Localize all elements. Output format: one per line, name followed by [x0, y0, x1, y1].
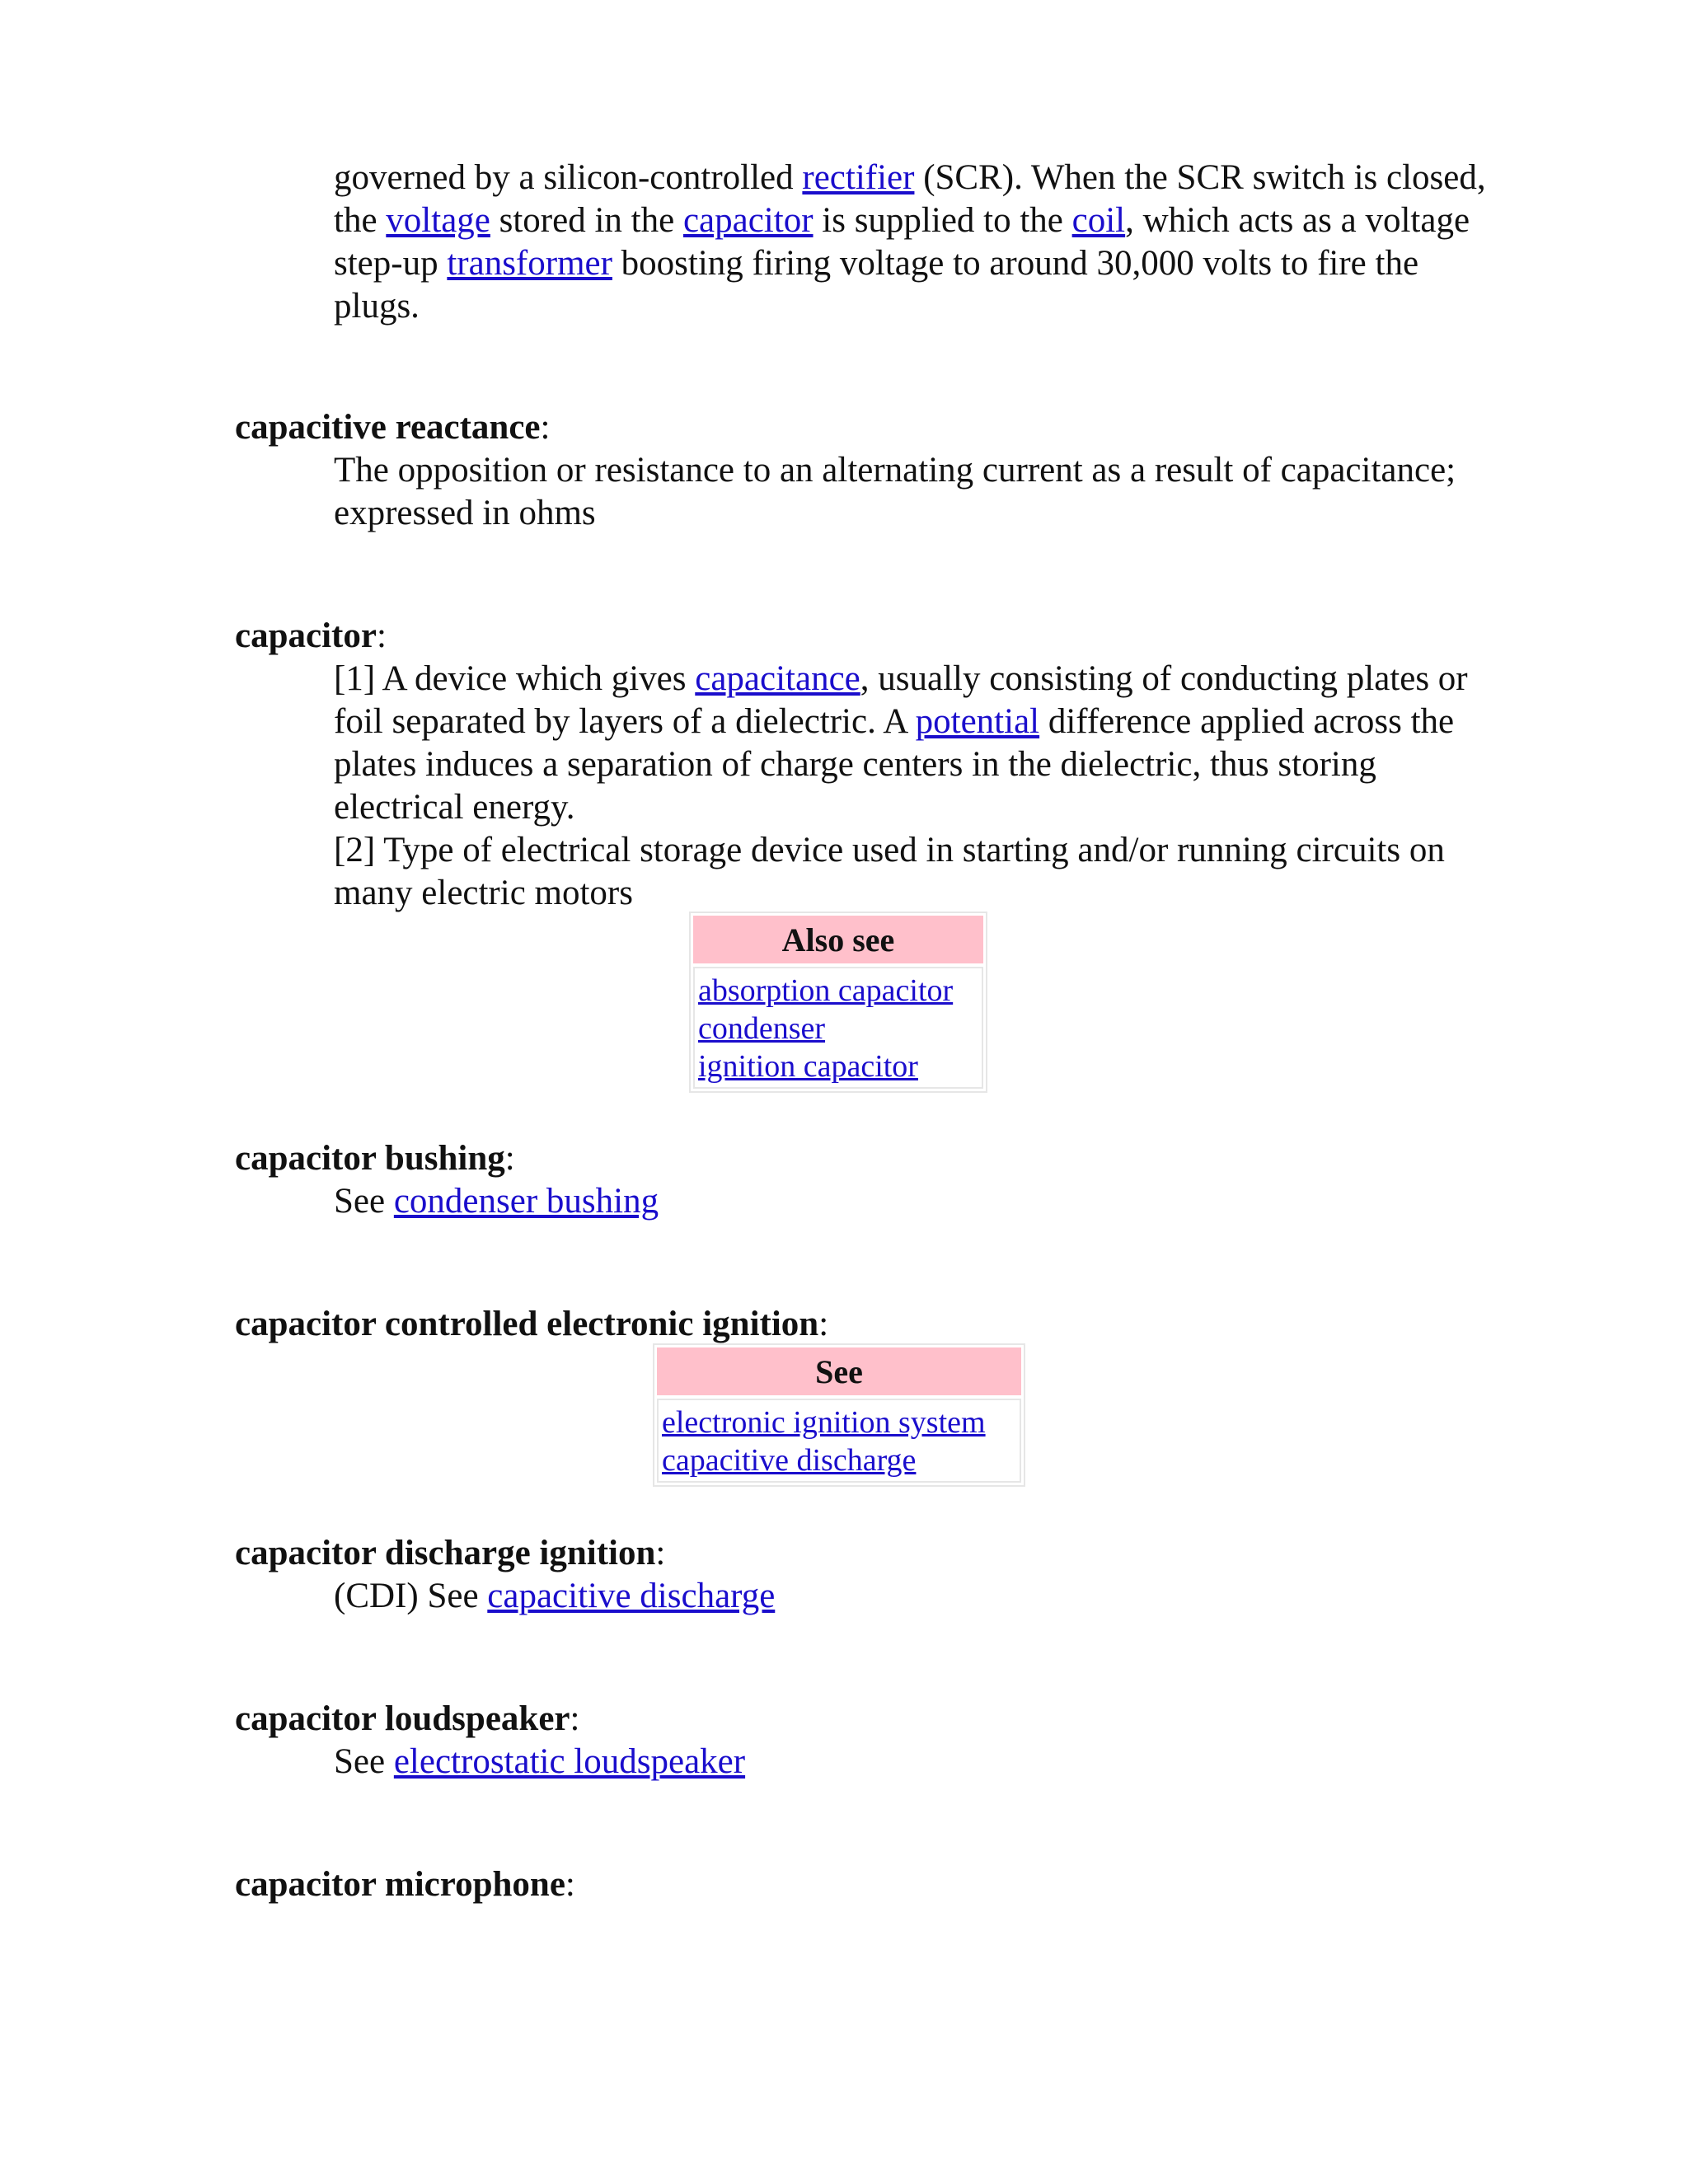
link-potential[interactable]: potential: [915, 702, 1040, 741]
link-capacitor[interactable]: capacitor: [682, 201, 814, 240]
term-colon: :: [818, 1305, 829, 1343]
text-span: See: [334, 1742, 394, 1781]
link-capacitance[interactable]: capacitance: [695, 659, 860, 698]
link-capacitive-discharge[interactable]: capacitive discharge: [662, 1443, 917, 1478]
link-capacitive-discharge[interactable]: capacitive discharge: [487, 1577, 776, 1615]
definition-capacitor-loudspeaker: [334, 1741, 1488, 1783]
link-voltage[interactable]: voltage: [386, 201, 490, 240]
term-label: capacitor controlled electronic ignition: [235, 1305, 819, 1343]
term-capacitive-reactance: [235, 406, 550, 449]
definition-text: The opposition or resistance to an alternating current as a result of capacitance; expressed in ohms: [334, 451, 1456, 532]
term-capacitor-loudspeaker: [235, 1698, 579, 1741]
term-capacitor-microphone: [235, 1863, 575, 1906]
link-transformer[interactable]: transformer: [447, 244, 612, 283]
term-colon: :: [376, 616, 387, 655]
text-span: boosting firing voltage to around 30,000 volts to fire the plugs.: [334, 244, 1419, 326]
see-table: [653, 1343, 1025, 1487]
term-capacitor-discharge-ignition: [235, 1532, 665, 1575]
definition-text: [334, 1180, 1488, 1223]
also-see-heading: Also see: [693, 916, 983, 963]
definition-text-2: [2] Type of electrical storage device used in starting and/or running circuits on many electric motors: [334, 831, 1445, 912]
also-see-table: [689, 912, 987, 1093]
term-colon: :: [540, 408, 551, 447]
definition-capacitor-discharge-ignition: [334, 1575, 1488, 1618]
term-colon: :: [504, 1139, 515, 1178]
see-heading: See: [657, 1347, 1021, 1395]
text-span: See: [334, 1182, 394, 1221]
term-capacitor-bushing: [235, 1137, 515, 1180]
text-span: stored in the: [490, 201, 683, 240]
definition-text-1: [334, 658, 1488, 829]
text-span: difference applied across the plates induces a separation of charge centers in the dielectric, thus storing electrical energy.: [334, 702, 1455, 827]
term-capacitor-controlled-electronic-ignition: [235, 1303, 828, 1346]
definition-capacitive-reactance: [334, 449, 1488, 535]
text-span: governed by a silicon-controlled: [334, 158, 803, 197]
term-label: capacitor: [235, 616, 377, 655]
definition-text: [334, 1575, 1488, 1618]
term-label: capacitor loudspeaker: [235, 1699, 570, 1738]
also-see-links: [693, 967, 983, 1089]
term-colon: :: [565, 1865, 575, 1904]
text-span: , usually consisting of conducting plates or foil separated by layers of a dielectric. A: [334, 659, 1468, 741]
term-capacitor: [235, 615, 387, 658]
link-condenser-bushing[interactable]: condenser bushing: [393, 1182, 659, 1221]
text-span: , which acts as a voltage step-up: [334, 201, 1470, 283]
text-span: is supplied to the: [813, 201, 1072, 240]
term-colon: :: [570, 1699, 580, 1738]
text-span: (CDI) See: [334, 1577, 488, 1615]
link-rectifier[interactable]: rectifier: [802, 158, 915, 197]
link-electronic-ignition-system[interactable]: electronic ignition system: [662, 1405, 986, 1440]
see-links: [657, 1399, 1021, 1483]
definition-capacitor: [334, 658, 1488, 915]
term-label: capacitive reactance: [235, 408, 541, 447]
text-span: (SCR). When the SCR switch is closed, the: [334, 158, 1486, 240]
link-ignition-capacitor[interactable]: ignition capacitor: [698, 1049, 918, 1084]
link-absorption-capacitor[interactable]: absorption capacitor: [698, 973, 954, 1008]
link-coil[interactable]: coil: [1071, 201, 1126, 240]
definition-text: [334, 157, 1488, 328]
term-colon: :: [655, 1534, 666, 1572]
definition-capacitor-bushing: [334, 1180, 1488, 1223]
term-label: capacitor microphone: [235, 1865, 565, 1904]
definition-continuation: [334, 157, 1488, 328]
term-label: capacitor bushing: [235, 1139, 505, 1178]
text-span: [1] A device which gives: [334, 659, 696, 698]
term-label: capacitor discharge ignition: [235, 1534, 656, 1572]
link-electrostatic-loudspeaker[interactable]: electrostatic loudspeaker: [393, 1742, 746, 1781]
link-condenser[interactable]: condenser: [698, 1011, 826, 1046]
definition-text: [334, 1741, 1488, 1783]
